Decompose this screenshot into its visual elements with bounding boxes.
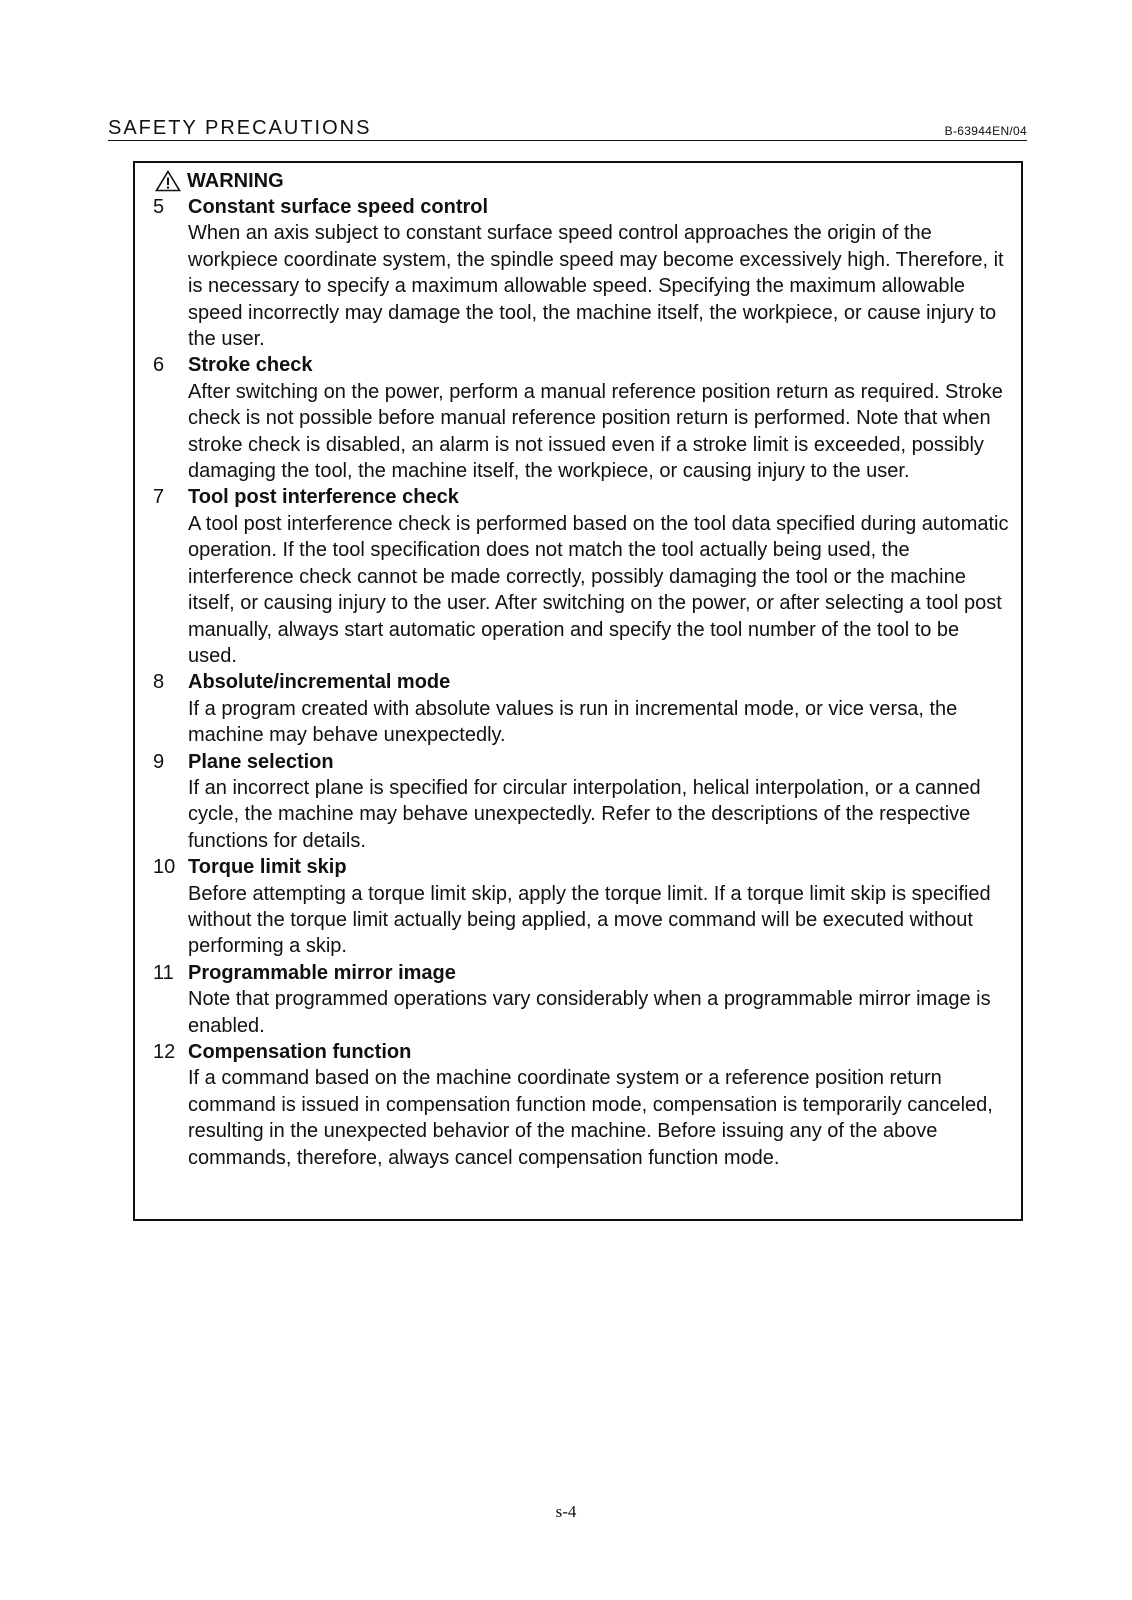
item-title: Tool post interference check [188, 486, 459, 509]
item-number: 11 [153, 961, 174, 984]
warning-item-stroke-check [153, 352, 1013, 484]
item-body: If a command based on the machine coordinate system or a reference position return command is issued in compensation function mode, compensation is temporarily canceled, resulting in the unexpected behavior of the machine. Before issuing any of the above commands, therefore, always cancel compensation function mode. [188, 1067, 993, 1169]
warning-item-compensation-function [153, 1039, 1013, 1171]
item-body: A tool post interference check is performed based on the tool data specified during automatic operation. If the tool specification does not match the tool actually being used, the interference check cannot be made correctly, possibly damaging the tool or the machine itself, or causing injury to the user. After switching on the power, or after selecting a tool post manually, always start automatic operation and specify the tool number of the tool to be used. [188, 512, 1009, 667]
warning-item-tool-post-interference [153, 484, 1013, 669]
item-title: Plane selection [188, 750, 334, 773]
item-number: 5 [153, 196, 165, 218]
document-code: B-63944EN/04 [944, 124, 1027, 138]
item-body: If an incorrect plane is specified for circular interpolation, helical interpolation, or a canned cycle, the machine may behave unexpectedly. Refer to the descriptions of the respective functions for details. [188, 776, 981, 852]
warning-item-absolute-incremental [153, 669, 1013, 748]
item-title: Absolute/incremental mode [188, 671, 451, 694]
page-number: s-4 [555, 1502, 577, 1521]
item-title: Programmable mirror image [188, 961, 456, 984]
item-title: Torque limit skip [188, 856, 347, 879]
warning-items [153, 194, 1013, 1171]
warning-item-plane-selection [153, 749, 1013, 855]
item-title: Compensation function [188, 1041, 412, 1063]
item-body: After switching on the power, perform a manual reference position return as required. Stroke check is not possible before manual reference position return is performed. Note that when stroke check is disabled, an alarm is not issued even if a stroke limit is exceeded, possibly damaging the tool, the machine itself, the workpiece, or causing injury to the user. [188, 380, 1003, 483]
item-body: When an axis subject to constant surface speed control approaches the origin of the workpiece coordinate system, the spindle speed may become excessively high. Therefore, it is necessary to specify a maximum allowable speed. Specifying the maximum allowable speed incorrectly may damage the tool, the machine itself, the workpiece, or cause injury to the user. [188, 222, 1004, 351]
item-number: 9 [153, 750, 165, 773]
item-body: Before attempting a torque limit skip, apply the torque limit. If a torque limit skip is specified without the torque limit actually being applied, a move command will be executed without performing a skip. [188, 882, 991, 958]
header-title: SAFETY PRECAUTIONS [108, 117, 372, 139]
item-body: If a program created with absolute values is run in incremental mode, or vice versa, the machine may behave unexpectedly. [188, 697, 958, 747]
item-body: Note that programmed operations vary considerably when a programmable mirror image is enabled. [188, 988, 991, 1037]
warning-item-programmable-mirror-image [153, 960, 1013, 1039]
item-number: 7 [153, 486, 165, 509]
warning-item-constant-surface-speed [153, 194, 1013, 352]
item-number: 10 [153, 856, 176, 879]
warning-triangle-icon [155, 170, 181, 192]
item-title: Stroke check [188, 354, 313, 377]
item-number: 12 [153, 1041, 176, 1063]
warning-item-torque-limit-skip [153, 854, 1013, 960]
page-header [108, 116, 1027, 141]
item-number: 6 [153, 354, 165, 377]
item-title: Constant surface speed control [188, 196, 489, 218]
item-number: 8 [153, 671, 165, 694]
warning-heading [155, 169, 284, 193]
warning-box [133, 161, 1023, 1221]
warning-label: WARNING [187, 170, 284, 192]
